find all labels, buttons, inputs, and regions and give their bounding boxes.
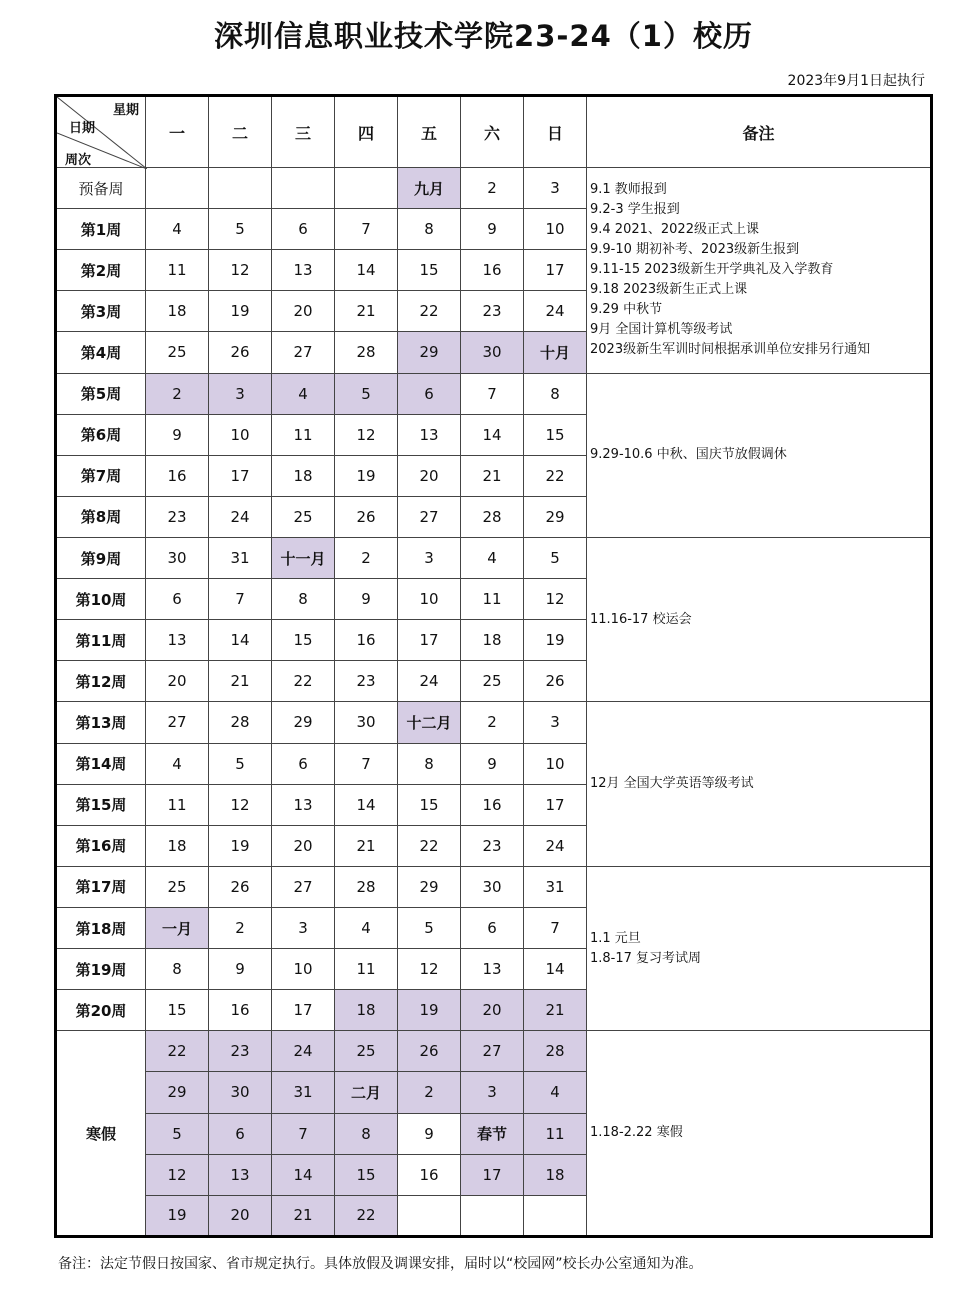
note-line: 9.9-10 期初补考、2023级新生报到: [590, 242, 800, 258]
date-cell: 21: [272, 1195, 335, 1236]
date-cell: 9: [398, 1113, 461, 1154]
date-cell: 15: [398, 784, 461, 825]
notes-cell: [587, 1031, 932, 1237]
week-label: 第18周: [56, 907, 146, 948]
date-cell: [398, 1195, 461, 1236]
note-line: 9.29 中秋节: [590, 302, 663, 318]
date-cell: 6: [209, 1113, 272, 1154]
notes-cell: [587, 702, 932, 866]
date-cell: 7: [461, 373, 524, 414]
month-marker-cell: 九月: [398, 168, 461, 209]
date-cell: [335, 168, 398, 209]
header-row: [56, 96, 932, 168]
date-cell: 10: [209, 414, 272, 455]
notes-cell: [587, 168, 932, 374]
date-cell: 15: [524, 414, 587, 455]
date-cell: 19: [398, 990, 461, 1031]
date-cell: 29: [272, 702, 335, 743]
notes-cell: [587, 373, 932, 537]
date-cell: 22: [524, 455, 587, 496]
date-cell: 22: [335, 1195, 398, 1236]
date-cell: 30: [335, 702, 398, 743]
date-cell: 29: [398, 866, 461, 907]
note-line: 9.18 2023级新生正式上课: [590, 282, 748, 298]
date-cell: 28: [209, 702, 272, 743]
date-cell: 15: [146, 990, 209, 1031]
date-cell: 12: [335, 414, 398, 455]
date-cell: 4: [146, 743, 209, 784]
date-cell: 24: [209, 496, 272, 537]
note-line: 9月 全国计算机等级考试: [590, 322, 733, 338]
date-cell: 31: [272, 1072, 335, 1113]
week-label: 第13周: [56, 702, 146, 743]
date-cell: 21: [335, 825, 398, 866]
date-cell: 8: [398, 743, 461, 784]
date-cell: 5: [209, 743, 272, 784]
date-cell: 6: [272, 743, 335, 784]
date-cell: 27: [398, 496, 461, 537]
date-cell: 31: [209, 537, 272, 578]
date-cell: 13: [272, 250, 335, 291]
date-cell: 6: [398, 373, 461, 414]
corner-week-label: 周次: [65, 153, 92, 168]
date-cell: 2: [398, 1072, 461, 1113]
date-cell: 4: [461, 537, 524, 578]
date-cell: 24: [524, 825, 587, 866]
date-cell: [524, 1195, 587, 1236]
date-cell: 20: [272, 825, 335, 866]
date-cell: 7: [209, 579, 272, 620]
weekday-mon: 一: [146, 96, 209, 168]
corner-cell: [56, 96, 146, 168]
date-cell: 5: [524, 537, 587, 578]
date-cell: 3: [209, 373, 272, 414]
date-cell: 10: [524, 209, 587, 250]
date-cell: 13: [209, 1154, 272, 1195]
week-row: [56, 1031, 932, 1072]
week-label: 第8周: [56, 496, 146, 537]
week-label: 第5周: [56, 373, 146, 414]
date-cell: 15: [335, 1154, 398, 1195]
date-cell: 21: [335, 291, 398, 332]
month-marker-cell: 二月: [335, 1072, 398, 1113]
date-cell: 15: [398, 250, 461, 291]
date-cell: 11: [146, 250, 209, 291]
notes-cell: [587, 537, 932, 701]
date-cell: 28: [335, 866, 398, 907]
week-label: 第14周: [56, 743, 146, 784]
week-label: 第16周: [56, 825, 146, 866]
week-label: 第12周: [56, 661, 146, 702]
date-cell: 9: [146, 414, 209, 455]
week-label: 第19周: [56, 949, 146, 990]
date-cell: 2: [461, 702, 524, 743]
date-cell: 20: [209, 1195, 272, 1236]
date-cell: 16: [461, 250, 524, 291]
date-cell: 27: [272, 332, 335, 373]
month-marker-cell: 十一月: [272, 537, 335, 578]
date-cell: 11: [272, 414, 335, 455]
date-cell: 25: [272, 496, 335, 537]
date-cell: 23: [335, 661, 398, 702]
date-cell: 26: [398, 1031, 461, 1072]
calendar-body: [56, 168, 932, 1237]
date-cell: 15: [272, 620, 335, 661]
date-cell: 2: [335, 537, 398, 578]
week-label: 第15周: [56, 784, 146, 825]
date-cell: 10: [524, 743, 587, 784]
date-cell: 29: [146, 1072, 209, 1113]
date-cell: 27: [461, 1031, 524, 1072]
date-cell: 3: [524, 168, 587, 209]
date-cell: 25: [335, 1031, 398, 1072]
date-cell: 18: [272, 455, 335, 496]
date-cell: 17: [524, 250, 587, 291]
note-line: 1.18-2.22 寒假: [590, 1125, 683, 1141]
note-line: 1.1 元旦: [590, 930, 641, 946]
date-cell: 13: [146, 620, 209, 661]
date-cell: 10: [398, 579, 461, 620]
date-cell: 29: [524, 496, 587, 537]
week-label: 第9周: [56, 537, 146, 578]
date-cell: 25: [146, 866, 209, 907]
date-cell: 21: [461, 455, 524, 496]
school-calendar-table: [54, 94, 933, 1238]
date-cell: 24: [272, 1031, 335, 1072]
date-cell: 28: [335, 332, 398, 373]
date-cell: 26: [335, 496, 398, 537]
weekday-tue: 二: [209, 96, 272, 168]
date-cell: 25: [146, 332, 209, 373]
date-cell: 14: [335, 250, 398, 291]
week-label: 第7周: [56, 455, 146, 496]
date-cell: 19: [335, 455, 398, 496]
date-cell: 16: [398, 1154, 461, 1195]
date-cell: 3: [524, 702, 587, 743]
weekday-fri: 五: [398, 96, 461, 168]
date-cell: 4: [146, 209, 209, 250]
date-cell: 14: [335, 784, 398, 825]
month-marker-cell: 十二月: [398, 702, 461, 743]
date-cell: 5: [398, 907, 461, 948]
date-cell: 18: [461, 620, 524, 661]
date-cell: 9: [461, 209, 524, 250]
date-cell: 25: [461, 661, 524, 702]
month-marker-cell: 春节: [461, 1113, 524, 1154]
date-cell: 30: [209, 1072, 272, 1113]
note-line: 1.8-17 复习考试周: [590, 950, 702, 966]
date-cell: 6: [146, 579, 209, 620]
note-line: 11.16-17 校运会: [590, 611, 692, 627]
date-cell: 18: [524, 1154, 587, 1195]
date-cell: 14: [461, 414, 524, 455]
date-cell: 30: [461, 866, 524, 907]
week-row: [56, 168, 932, 209]
date-cell: 3: [272, 907, 335, 948]
date-cell: 3: [461, 1072, 524, 1113]
week-row: [56, 702, 932, 743]
date-cell: 6: [272, 209, 335, 250]
week-label: 第4周: [56, 332, 146, 373]
date-cell: 30: [461, 332, 524, 373]
date-cell: 8: [272, 579, 335, 620]
date-cell: 16: [209, 990, 272, 1031]
month-marker-cell: 一月: [146, 907, 209, 948]
date-cell: 5: [146, 1113, 209, 1154]
date-cell: 2: [209, 907, 272, 948]
date-cell: 9: [209, 949, 272, 990]
note-line: 9.29-10.6 中秋、国庆节放假调休: [590, 447, 787, 463]
date-cell: 19: [209, 825, 272, 866]
date-cell: [272, 168, 335, 209]
date-cell: 17: [398, 620, 461, 661]
notes-header: 备注: [587, 96, 932, 168]
page-title: 深圳信息职业技术学院23-24（1）校历: [214, 19, 753, 53]
weekday-sat: 六: [461, 96, 524, 168]
date-cell: 17: [461, 1154, 524, 1195]
date-cell: 21: [524, 990, 587, 1031]
date-cell: 28: [461, 496, 524, 537]
week-label: 预备周: [56, 168, 146, 209]
date-cell: [209, 168, 272, 209]
week-label: 第10周: [56, 579, 146, 620]
date-cell: 5: [209, 209, 272, 250]
corner-date-label: 日期: [69, 121, 96, 136]
date-cell: 19: [209, 291, 272, 332]
date-cell: 19: [524, 620, 587, 661]
date-cell: 16: [335, 620, 398, 661]
date-cell: 5: [335, 373, 398, 414]
winter-break-label: 寒假: [56, 1031, 146, 1237]
date-cell: 24: [524, 291, 587, 332]
date-cell: 23: [461, 825, 524, 866]
date-cell: 17: [209, 455, 272, 496]
week-row: [56, 537, 932, 578]
date-cell: 26: [524, 661, 587, 702]
date-cell: 8: [335, 1113, 398, 1154]
date-cell: 31: [524, 866, 587, 907]
date-cell: 14: [524, 949, 587, 990]
date-cell: 26: [209, 332, 272, 373]
week-label: 第17周: [56, 866, 146, 907]
date-cell: 12: [209, 784, 272, 825]
weekday-sun: 日: [524, 96, 587, 168]
week-row: [56, 373, 932, 414]
date-cell: 22: [398, 825, 461, 866]
note-line: 12月 全国大学英语等级考试: [590, 776, 754, 792]
date-cell: 12: [398, 949, 461, 990]
week-label: 第20周: [56, 990, 146, 1031]
date-cell: [461, 1195, 524, 1236]
note-line: 2023级新生军训时间根据承训单位安排另行通知: [590, 342, 871, 358]
date-cell: 21: [209, 661, 272, 702]
date-cell: 4: [335, 907, 398, 948]
date-cell: 12: [146, 1154, 209, 1195]
week-label: 第3周: [56, 291, 146, 332]
date-cell: 4: [524, 1072, 587, 1113]
date-cell: 4: [272, 373, 335, 414]
date-cell: 20: [398, 455, 461, 496]
date-cell: 29: [398, 332, 461, 373]
date-cell: 7: [335, 743, 398, 784]
footer-note: 备注：法定节假日按国家、省市规定执行。具体放假及调课安排，届时以“校园网”校长办公室通知为准。: [58, 1256, 703, 1272]
date-cell: 16: [461, 784, 524, 825]
date-cell: 17: [272, 990, 335, 1031]
date-cell: 8: [524, 373, 587, 414]
effective-date: 2023年9月1日起执行: [787, 73, 925, 89]
date-cell: 14: [272, 1154, 335, 1195]
date-cell: 7: [272, 1113, 335, 1154]
date-cell: 27: [272, 866, 335, 907]
date-cell: 22: [398, 291, 461, 332]
date-cell: 11: [524, 1113, 587, 1154]
date-cell: 23: [209, 1031, 272, 1072]
date-cell: 20: [461, 990, 524, 1031]
date-cell: 30: [146, 537, 209, 578]
date-cell: 6: [461, 907, 524, 948]
date-cell: 9: [461, 743, 524, 784]
date-cell: 24: [398, 661, 461, 702]
date-cell: 23: [461, 291, 524, 332]
date-cell: 13: [461, 949, 524, 990]
note-line: 9.4 2021、2022级正式上课: [590, 222, 759, 238]
week-row: [56, 866, 932, 907]
date-cell: 17: [524, 784, 587, 825]
date-cell: 18: [146, 291, 209, 332]
note-line: 9.11-15 2023级新生开学典礼及入学教育: [590, 262, 834, 278]
notes-cell: [587, 866, 932, 1030]
date-cell: 18: [146, 825, 209, 866]
date-cell: 7: [335, 209, 398, 250]
note-line: 9.2-3 学生报到: [590, 202, 680, 218]
date-cell: 14: [209, 620, 272, 661]
date-cell: 22: [272, 661, 335, 702]
date-cell: 12: [209, 250, 272, 291]
date-cell: 22: [146, 1031, 209, 1072]
date-cell: 23: [146, 496, 209, 537]
date-cell: [146, 168, 209, 209]
week-label: 第2周: [56, 250, 146, 291]
corner-weekday-label: 星期: [112, 103, 139, 118]
date-cell: 20: [272, 291, 335, 332]
date-cell: 16: [146, 455, 209, 496]
date-cell: 11: [461, 579, 524, 620]
date-cell: 11: [335, 949, 398, 990]
date-cell: 2: [461, 168, 524, 209]
date-cell: 28: [524, 1031, 587, 1072]
date-cell: 13: [398, 414, 461, 455]
week-label: 第6周: [56, 414, 146, 455]
date-cell: 26: [209, 866, 272, 907]
month-marker-cell: 十月: [524, 332, 587, 373]
date-cell: 12: [524, 579, 587, 620]
date-cell: 13: [272, 784, 335, 825]
date-cell: 8: [398, 209, 461, 250]
date-cell: 20: [146, 661, 209, 702]
weekday-thu: 四: [335, 96, 398, 168]
date-cell: 7: [524, 907, 587, 948]
date-cell: 8: [146, 949, 209, 990]
date-cell: 19: [146, 1195, 209, 1236]
week-label: 第11周: [56, 620, 146, 661]
date-cell: 3: [398, 537, 461, 578]
date-cell: 18: [335, 990, 398, 1031]
date-cell: 11: [146, 784, 209, 825]
note-line: 9.1 教师报到: [590, 182, 667, 198]
date-cell: 9: [335, 579, 398, 620]
weekday-wed: 三: [272, 96, 335, 168]
date-cell: 2: [146, 373, 209, 414]
date-cell: 10: [272, 949, 335, 990]
week-label: 第1周: [56, 209, 146, 250]
date-cell: 27: [146, 702, 209, 743]
